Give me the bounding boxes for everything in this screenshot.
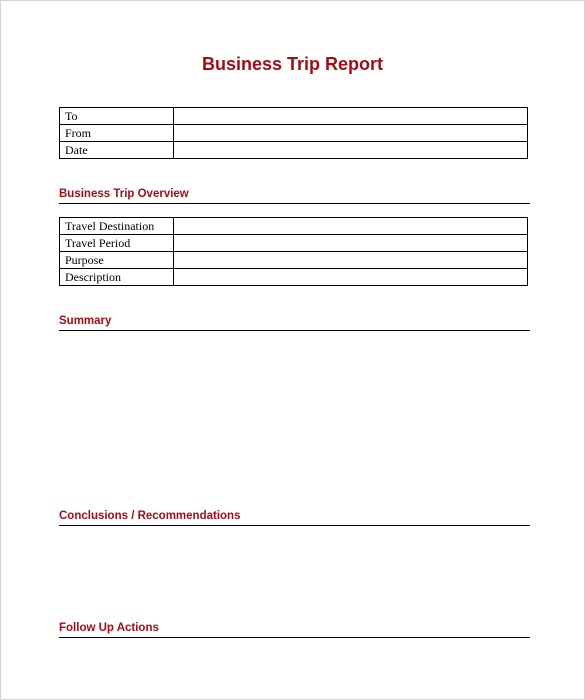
overview-heading: Business Trip Overview bbox=[59, 188, 189, 200]
overview-value-destination[interactable] bbox=[174, 218, 528, 235]
overview-row-purpose bbox=[60, 252, 528, 269]
follow-up-section-header bbox=[59, 622, 530, 638]
header-label-from: From bbox=[60, 125, 174, 142]
header-row-to bbox=[60, 108, 528, 125]
overview-label-period: Travel Period bbox=[60, 235, 174, 252]
overview-row-period bbox=[60, 235, 528, 252]
conclusions-heading: Conclusions / Recommendations bbox=[59, 510, 241, 522]
overview-label-description: Description bbox=[60, 269, 174, 286]
overview-value-purpose[interactable] bbox=[174, 252, 528, 269]
header-label-to: To bbox=[60, 108, 174, 125]
conclusions-section-header bbox=[59, 510, 530, 526]
header-label-date: Date bbox=[60, 142, 174, 159]
follow-up-heading: Follow Up Actions bbox=[59, 622, 159, 634]
overview-label-destination: Travel Destination bbox=[60, 218, 174, 235]
overview-table bbox=[59, 217, 528, 286]
header-table bbox=[59, 107, 528, 159]
header-row-date bbox=[60, 142, 528, 159]
header-value-from[interactable] bbox=[174, 125, 528, 142]
overview-value-description[interactable] bbox=[174, 269, 528, 286]
header-value-date[interactable] bbox=[174, 142, 528, 159]
document-title: Business Trip Report bbox=[201, 54, 384, 74]
summary-section-header bbox=[59, 315, 530, 331]
header-value-to[interactable] bbox=[174, 108, 528, 125]
overview-label-purpose: Purpose bbox=[60, 252, 174, 269]
overview-value-period[interactable] bbox=[174, 235, 528, 252]
header-row-from bbox=[60, 125, 528, 142]
overview-section-header bbox=[59, 188, 530, 204]
overview-row-destination bbox=[60, 218, 528, 235]
overview-row-description bbox=[60, 269, 528, 286]
summary-heading: Summary bbox=[59, 315, 112, 327]
